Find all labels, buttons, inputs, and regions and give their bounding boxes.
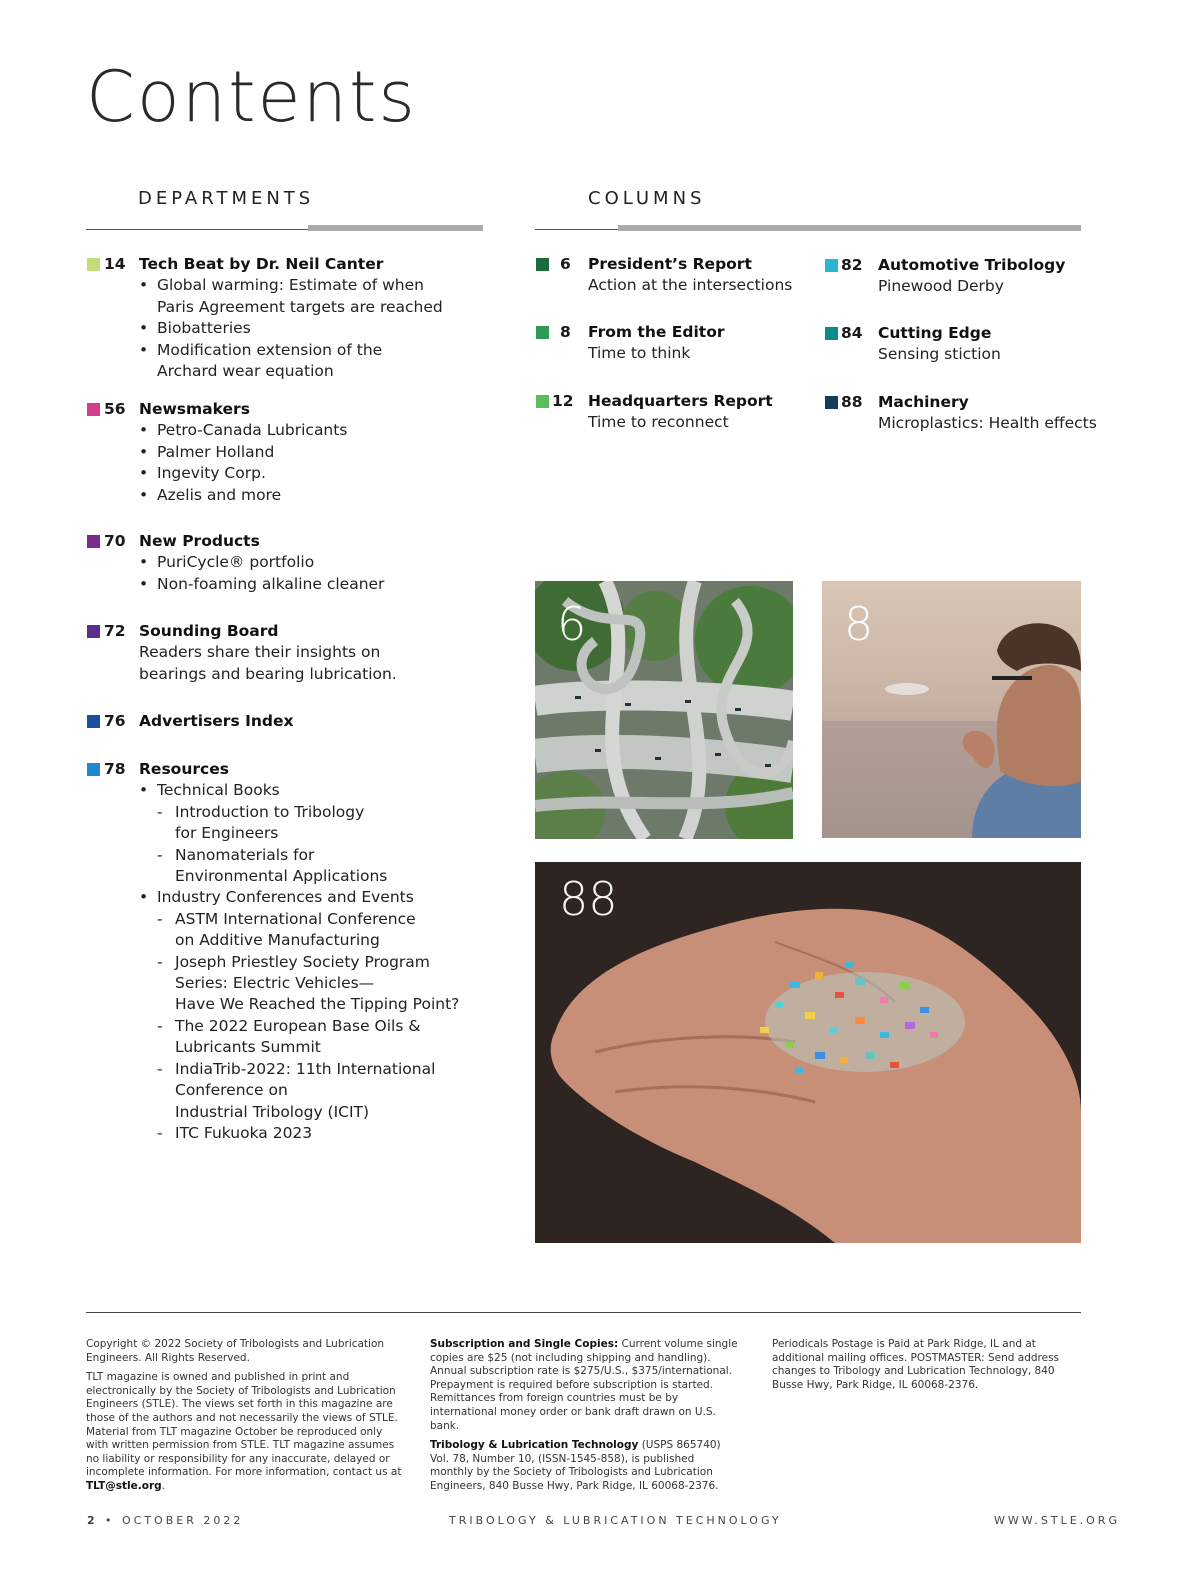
bullet-continuation: Paris Agreement targets are reached <box>157 297 443 316</box>
entry-title: Advertisers Index <box>139 712 294 730</box>
color-marker <box>825 327 838 340</box>
page-number: 56 <box>104 400 126 418</box>
sub-item-continuation: Lubricants Summit <box>175 1038 321 1057</box>
page-number: 72 <box>104 622 126 640</box>
footer-separator: • <box>105 1514 112 1527</box>
page-number: 14 <box>104 255 126 273</box>
entry-title: Resources <box>139 760 229 778</box>
sub-item: - ASTM International Conference <box>139 909 459 930</box>
columns-heading: COLUMNS <box>588 188 706 209</box>
departments-rule <box>86 225 483 233</box>
footer-subscription-column <box>430 1338 740 1500</box>
bullet-item: • Petro-Canada Lubricants <box>139 420 347 441</box>
bullet-item: • Ingevity Corp. <box>139 463 347 484</box>
color-marker <box>536 395 549 408</box>
entry-title: New Products <box>139 532 260 550</box>
sub-item-continuation: Have We Reached the Tipping Point? <box>175 995 460 1014</box>
entry-description: Time to think <box>588 344 691 363</box>
sub-item-continuation: Industrial Tribology (ICIT) <box>175 1102 370 1121</box>
page-number: 78 <box>104 760 126 778</box>
footer-page-number: 2 <box>87 1514 95 1527</box>
photo-page-label: 88 <box>559 872 618 926</box>
bullet-item: • PuriCycle® portfolio <box>139 552 384 573</box>
color-marker <box>87 258 100 271</box>
sub-item: - Joseph Priestley Society Program <box>139 952 459 973</box>
page-number: 82 <box>841 256 863 274</box>
entry-title: Sounding Board <box>139 622 279 640</box>
bullet-item: • Palmer Holland <box>139 442 347 463</box>
sub-item: - The 2022 European Base Oils & <box>139 1016 459 1037</box>
sub-item: - Nanomaterials for <box>139 845 459 866</box>
entry-description: Sensing stiction <box>878 345 1001 364</box>
entry-title: President’s Report <box>588 255 752 273</box>
color-marker <box>87 535 100 548</box>
sub-item: - IndiaTrib-2022: 11th International <box>139 1059 459 1080</box>
sub-item: - Introduction to Tribology <box>139 802 459 823</box>
page-number: 88 <box>841 393 863 411</box>
color-marker <box>87 715 100 728</box>
entry-description: Pinewood Derby <box>878 277 1004 296</box>
entry-title: From the Editor <box>588 323 725 341</box>
photo-highway-interchange[interactable] <box>535 581 793 839</box>
photo-page-label: 8 <box>844 597 874 651</box>
contact-email-link[interactable]: TLT@stle.org <box>86 1479 162 1492</box>
sub-item-continuation: on Additive Manufacturing <box>175 931 380 950</box>
entry-description: Readers share their insights on <box>139 643 381 662</box>
subscription-text: Subscription and Single Copies: Current volume single copies are $25 (not including shipping and handling). Annual subscription rate is $275/U.S., $375/international. Prepayment is required before subscription is started. Remittances from foreign countries must be by international money order or bank draft drawn on U.S. bank. <box>430 1338 738 1432</box>
bullet-item: • Azelis and more <box>139 485 347 506</box>
entry-description: Time to reconnect <box>588 413 729 432</box>
entry-description: Action at the intersections <box>588 276 793 295</box>
photo-man-thinking[interactable] <box>822 581 1081 838</box>
copyright-text: Copyright © 2022 Society of Tribologists and Lubrication Engineers. All Rights Reserved. <box>86 1338 385 1364</box>
entry-title: Machinery <box>878 393 969 411</box>
publication-info-text: Tribology & Lubrication Technology (USPS 865740) Vol. 78, Number 10, (ISSN-1545-858), is published monthly by the Society of Tribologists and Lubrication Engineers, 840 Busse Hwy, Park Ridge, IL 60068-2376. <box>430 1439 721 1492</box>
sub-item-continuation: Environmental Applications <box>175 867 388 886</box>
entry-title: Tech Beat by Dr. Neil Canter <box>139 255 384 273</box>
entry-description: bearings and bearing lubrication. <box>139 664 397 683</box>
entry-title: Newsmakers <box>139 400 250 418</box>
page-number: 8 <box>560 323 571 341</box>
page-number: 12 <box>552 392 574 410</box>
footer-rule <box>86 1312 1081 1313</box>
page-title: Contents <box>86 56 417 138</box>
footer-copyright-column <box>86 1338 406 1500</box>
bullet-item: • Global warming: Estimate of when <box>139 275 443 296</box>
bullet-item: • Biobatteries <box>139 318 443 339</box>
color-marker <box>87 625 100 638</box>
entry-description: Microplastics: Health effects <box>878 414 1097 433</box>
entry-title: Headquarters Report <box>588 392 773 410</box>
color-marker <box>825 259 838 272</box>
footer-website-link[interactable]: WWW.STLE.ORG <box>994 1514 1120 1527</box>
bullet-continuation: Archard wear equation <box>157 362 334 381</box>
departments-heading: DEPARTMENTS <box>138 188 315 209</box>
page-number: 84 <box>841 324 863 342</box>
bullet-item: • Modification extension of the <box>139 340 443 361</box>
footer-publication-name: TRIBOLOGY & LUBRICATION TECHNOLOGY <box>449 1514 782 1527</box>
bullet-item: • Technical Books <box>139 780 459 801</box>
color-marker <box>536 258 549 271</box>
sub-item-continuation: Series: Electric Vehicles— <box>175 974 375 993</box>
photo-microplastics[interactable] <box>535 862 1081 1243</box>
ownership-text: TLT magazine is owned and published in print and electronically by the Society of Tribologists and Lubrication Engineers (STLE). The views set forth in this magazine are those of the authors and not necessarily the views of STLE. Material from TLT magazine October be reproduced only with written permission from STLE. TLT magazine assumes no liability or responsibility for any inaccurate, delayed or incomplete information. For more information, contact us at TLT@stle.org. <box>86 1371 402 1492</box>
color-marker <box>536 326 549 339</box>
color-marker <box>825 396 838 409</box>
footer-postage-column <box>772 1338 1072 1398</box>
entry-title: Automotive Tribology <box>878 256 1066 274</box>
page-number: 76 <box>104 712 126 730</box>
sub-item-continuation: Conference on <box>175 1081 288 1100</box>
page-number: 70 <box>104 532 126 550</box>
columns-rule <box>535 225 1081 233</box>
sub-item: - ITC Fukuoka 2023 <box>139 1123 459 1144</box>
entry-title: Cutting Edge <box>878 324 992 342</box>
color-marker <box>87 763 100 776</box>
postage-text: Periodicals Postage is Paid at Park Ridge, IL and at additional mailing offices. POSTMASTER: Send address changes to Tribology and Lubrication Technology, 840 Busse Hwy, Park Ridge, IL 60068-2376. <box>772 1338 1060 1391</box>
page-number: 6 <box>560 255 571 273</box>
footer-issue-date: OCTOBER 2022 <box>122 1514 244 1527</box>
photo-page-label: 6 <box>557 597 587 651</box>
sub-item-continuation: for Engineers <box>175 824 279 843</box>
bullet-item: • Industry Conferences and Events <box>139 887 459 908</box>
bullet-item: • Non-foaming alkaline cleaner <box>139 574 384 595</box>
color-marker <box>87 403 100 416</box>
